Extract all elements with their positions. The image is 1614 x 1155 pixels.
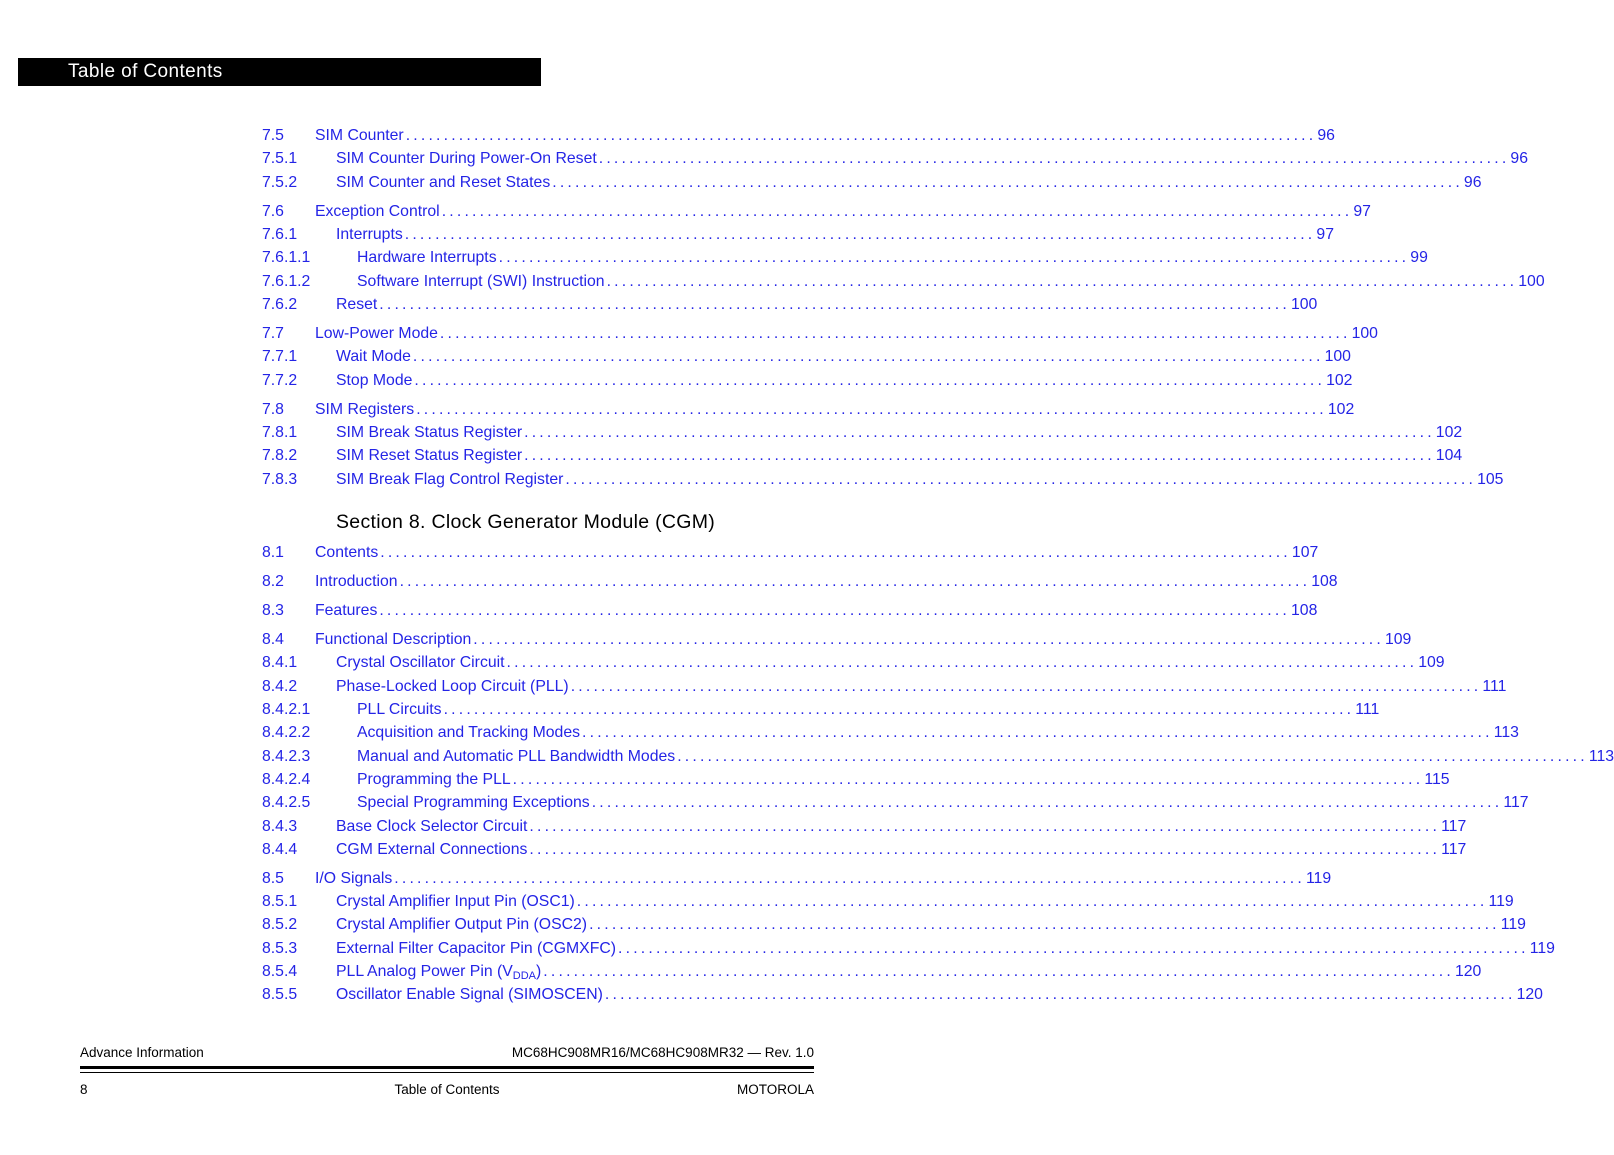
toc-dot-leader: ........................................................................................................................ xyxy=(565,470,1477,488)
toc-entry[interactable] xyxy=(262,322,1378,345)
toc-entry-page[interactable]: 119 xyxy=(1500,916,1526,934)
toc-entry-number: 8.4.2.5 xyxy=(262,794,311,812)
toc-entry[interactable] xyxy=(262,675,1507,698)
toc-entry-number: 7.8.2 xyxy=(262,447,298,465)
toc-entry[interactable] xyxy=(262,345,1351,368)
toc-entry-title[interactable] xyxy=(357,721,582,744)
toc-entry[interactable] xyxy=(262,721,1519,744)
toc-entry-number: 8.4.2 xyxy=(262,677,298,695)
toc-entry-number: 7.6 xyxy=(262,202,284,220)
toc-entry-title-text: Oscillator Enable Signal (SIMOSCEN) xyxy=(336,986,603,1004)
toc-entry-title-text: Crystal Oscillator Circuit xyxy=(336,654,505,672)
toc-entry-page[interactable]: 100 xyxy=(1290,295,1318,313)
toc-dot-leader: ........................................................................................................................ xyxy=(570,677,1482,695)
footer-rule-thick xyxy=(80,1066,814,1069)
toc-group-section-7 xyxy=(262,124,1545,491)
toc-entry[interactable] xyxy=(262,293,1318,316)
toc-entry-title[interactable] xyxy=(336,369,414,392)
toc-entry-title-text: Exception Control xyxy=(315,202,440,220)
toc-entry[interactable] xyxy=(262,147,1528,170)
toc-entry-page[interactable]: 109 xyxy=(1384,631,1412,649)
toc-entry-number: 7.5.1 xyxy=(262,150,298,168)
toc-entry-title-text: Functional Description xyxy=(315,631,472,649)
toc-entry[interactable] xyxy=(262,200,1371,223)
toc-entry-title[interactable] xyxy=(315,322,440,345)
toc-entry-body xyxy=(262,675,1507,698)
toc-entry[interactable] xyxy=(262,246,1428,269)
toc-entry-body xyxy=(262,890,1514,913)
toc-entry-page[interactable]: 96 xyxy=(1317,127,1335,144)
toc-entry-page[interactable]: 107 xyxy=(1291,543,1319,561)
footer-doc-title: MC68HC908MR16/MC68HC908MR32 — Rev. 1.0 xyxy=(511,1045,814,1060)
footer-rule-thin xyxy=(80,1072,814,1073)
toc-dot-leader: ........................................................................................................................ xyxy=(441,202,1353,220)
toc-entry-title[interactable] xyxy=(315,398,416,421)
toc-entry-title-text: SIM Registers xyxy=(315,400,415,418)
section-heading: Section 8. Clock Generator Module (CGM) xyxy=(336,510,716,533)
toc-entry[interactable] xyxy=(262,960,1482,983)
toc-entry-body xyxy=(262,815,1467,838)
toc-entry-body xyxy=(262,867,1332,890)
toc-entry-page[interactable]: 117 xyxy=(1441,840,1467,858)
toc-entry-page[interactable]: 99 xyxy=(1410,249,1428,267)
toc-entry-page[interactable]: 117 xyxy=(1441,817,1467,835)
toc-entry-number: 8.2 xyxy=(262,572,284,590)
toc-dot-leader: ........................................................................................................................ xyxy=(394,869,1305,887)
toc-entry-page[interactable]: 119 xyxy=(1529,939,1555,957)
toc-entry-title[interactable] xyxy=(336,223,405,246)
toc-entry-body xyxy=(262,398,1355,421)
toc-entry-title[interactable] xyxy=(336,890,577,913)
toc-entry-title-subscript: DDA xyxy=(512,970,537,983)
toc-dot-leader: ........................................................................................................................ xyxy=(512,770,1424,788)
toc-entry-page[interactable]: 113 xyxy=(1493,724,1519,742)
toc-entry-number: 8.5.4 xyxy=(262,963,298,981)
toc-entry-body xyxy=(262,745,1614,768)
toc-entry-title[interactable] xyxy=(336,675,571,698)
toc-entry-body xyxy=(262,147,1528,170)
footer-doc-status: Advance Information xyxy=(80,1045,204,1060)
toc-entry-page[interactable]: 120 xyxy=(1454,963,1482,981)
toc-entry[interactable] xyxy=(262,937,1555,960)
toc-entry-body xyxy=(262,200,1371,223)
toc-entry-page[interactable]: 97 xyxy=(1316,225,1334,243)
toc-dot-leader: ........................................................................................................................ xyxy=(498,249,1410,267)
toc-entry-body xyxy=(262,791,1529,814)
toc-entry-page[interactable]: 109 xyxy=(1418,654,1445,672)
toc-group-section-8 xyxy=(262,541,1614,1007)
toc-entry-page[interactable]: 100 xyxy=(1518,272,1545,290)
toc-entry-title[interactable] xyxy=(336,293,379,316)
toc-entry-title-text: SIM Break Flag Control Register xyxy=(336,470,564,488)
toc-entry-page[interactable]: 119 xyxy=(1305,869,1332,887)
toc-entry-number: 7.8 xyxy=(262,400,284,418)
toc-entry-title[interactable] xyxy=(336,913,589,936)
toc-entry-body xyxy=(262,270,1545,293)
toc-entry-page[interactable]: 100 xyxy=(1351,324,1378,342)
toc-entry-title[interactable] xyxy=(336,651,507,674)
toc-entry-page[interactable]: 104 xyxy=(1435,447,1463,465)
toc-dot-leader: ........................................................................................................................ xyxy=(598,150,1510,168)
toc-entry-number: 8.4.2.2 xyxy=(262,724,311,742)
toc-entry-body xyxy=(262,913,1526,936)
toc-entry-number: 8.4.2.1 xyxy=(262,701,311,719)
toc-entry-title-text: SIM Counter xyxy=(315,127,404,144)
toc-entry[interactable] xyxy=(262,599,1318,622)
toc-entry-title[interactable] xyxy=(336,345,413,368)
toc-entry-title[interactable] xyxy=(336,171,552,194)
toc-entry-title-text: Software Interrupt (SWI) Instruction xyxy=(357,272,605,290)
toc-entry[interactable] xyxy=(262,983,1543,1006)
toc-entry-title-text: Crystal Amplifier Input Pin (OSC1) xyxy=(336,893,575,911)
page-header-title: Table of Contents xyxy=(68,61,223,82)
table-of-contents xyxy=(262,124,1614,1007)
toc-entry[interactable] xyxy=(262,628,1412,651)
toc-entry-title-text: PLL Analog Power Pin (V xyxy=(336,963,513,981)
toc-dot-leader: ........................................................................................................................ xyxy=(473,631,1384,649)
toc-dot-leader: ........................................................................................................................ xyxy=(529,817,1441,835)
toc-dot-leader: ........................................................................................................................ xyxy=(589,916,1500,934)
toc-dot-leader: ........................................................................................................................ xyxy=(591,794,1503,812)
toc-entry-page[interactable]: 115 xyxy=(1424,770,1450,788)
toc-entry-body xyxy=(262,322,1378,345)
toc-entry[interactable] xyxy=(262,838,1467,861)
toc-dot-leader: ........................................................................................................................ xyxy=(399,572,1311,590)
toc-entry-title-text: PLL Circuits xyxy=(357,701,442,719)
toc-entry-title-text: SIM Reset Status Register xyxy=(336,447,523,465)
toc-entry-title[interactable] xyxy=(357,791,592,814)
toc-entry-body xyxy=(262,960,1482,985)
toc-entry-number: 7.7.1 xyxy=(262,348,298,366)
toc-entry-title[interactable] xyxy=(357,745,677,768)
toc-dot-leader: ........................................................................................................................ xyxy=(506,654,1418,672)
toc-entry-title[interactable] xyxy=(336,815,529,838)
toc-entry-number: 7.6.2 xyxy=(262,295,298,313)
toc-dot-leader: ........................................................................................................................ xyxy=(416,400,1327,418)
toc-entry-number: 7.8.3 xyxy=(262,470,298,488)
toc-entry-page[interactable]: 119 xyxy=(1488,893,1514,911)
toc-entry-title[interactable] xyxy=(357,246,499,269)
toc-entry-title-text: SIM Break Status Register xyxy=(336,423,523,441)
toc-dot-leader: ........................................................................................................................ xyxy=(543,963,1454,981)
toc-entry-number: 8.5 xyxy=(262,869,284,887)
toc-entry-number: 7.7.2 xyxy=(262,371,298,389)
toc-entry[interactable] xyxy=(262,124,1335,147)
toc-entry-title-text: Low-Power Mode xyxy=(315,324,438,342)
toc-entry-title-text: Base Clock Selector Circuit xyxy=(336,817,528,835)
toc-entry-body xyxy=(262,421,1463,444)
toc-entry-page[interactable]: 108 xyxy=(1311,572,1338,590)
toc-entry-body xyxy=(262,541,1319,564)
toc-entry[interactable] xyxy=(262,270,1545,293)
toc-entry-title[interactable] xyxy=(336,147,599,170)
toc-entry-title-text: Hardware Interrupts xyxy=(357,249,497,267)
toc-entry[interactable] xyxy=(262,468,1504,491)
toc-entry-number: 7.6.1 xyxy=(262,225,298,243)
toc-entry-title-text: Phase-Locked Loop Circuit (PLL) xyxy=(336,677,569,695)
toc-entry[interactable] xyxy=(262,398,1355,421)
toc-entry-title[interactable] xyxy=(315,628,473,651)
footer-page-number: 8 xyxy=(80,1082,88,1097)
toc-dot-leader: ........................................................................................................................ xyxy=(576,893,1488,911)
toc-entry[interactable] xyxy=(262,369,1353,392)
toc-entry-page[interactable]: 120 xyxy=(1516,986,1543,1004)
toc-entry-title[interactable] xyxy=(357,768,513,791)
toc-entry-title[interactable] xyxy=(315,541,380,564)
toc-entry-number: 8.4.2.4 xyxy=(262,770,311,788)
toc-dot-leader: ........................................................................................................................ xyxy=(552,173,1463,191)
toc-entry-title-text: Reset xyxy=(336,295,378,313)
toc-entry-title-text: Programming the PLL xyxy=(357,770,511,788)
toc-entry-title-text: Special Programming Exceptions xyxy=(357,794,590,812)
toc-dot-leader: ........................................................................................................................ xyxy=(412,348,1324,366)
toc-entry-body xyxy=(262,369,1353,392)
toc-entry[interactable] xyxy=(262,890,1514,913)
toc-entry-title-text: SIM Counter During Power-On Reset xyxy=(336,150,597,168)
toc-entry[interactable] xyxy=(262,815,1467,838)
footer-chapter-title: Table of Contents xyxy=(394,1082,500,1097)
toc-entry-number: 7.7 xyxy=(262,324,284,342)
toc-entry-page[interactable]: 97 xyxy=(1353,202,1371,220)
toc-dot-leader: ........................................................................................................................ xyxy=(414,371,1326,389)
toc-entry-page[interactable]: 102 xyxy=(1326,371,1353,389)
toc-entry-title[interactable] xyxy=(315,570,400,593)
toc-entry-number: 8.4 xyxy=(262,631,284,649)
toc-entry-title[interactable] xyxy=(336,983,605,1006)
toc-entry[interactable] xyxy=(262,768,1450,791)
toc-entry-page[interactable]: 102 xyxy=(1327,400,1355,418)
toc-entry[interactable] xyxy=(262,698,1380,721)
toc-entry[interactable] xyxy=(262,444,1463,467)
toc-entry-body xyxy=(262,983,1543,1006)
toc-entry-title[interactable] xyxy=(357,270,607,293)
toc-entry-title-text: Interrupts xyxy=(336,225,403,243)
toc-entry-number: 8.5.1 xyxy=(262,893,298,911)
toc-dot-leader: ........................................................................................................................ xyxy=(606,272,1518,290)
toc-entry-number: 8.1 xyxy=(262,543,284,561)
toc-dot-leader: ........................................................................................................................ xyxy=(443,701,1355,719)
toc-entry[interactable] xyxy=(262,791,1529,814)
toc-entry-number: 7.6.1.2 xyxy=(262,272,311,290)
toc-entry-title[interactable] xyxy=(315,200,442,223)
toc-entry-number: 7.5.2 xyxy=(262,173,298,191)
toc-entry-number: 7.6.1.1 xyxy=(262,249,311,267)
toc-entry-title[interactable] xyxy=(336,838,529,861)
toc-entry-number: 8.5.5 xyxy=(262,986,298,1004)
footer-company: MOTOROLA xyxy=(736,1082,814,1097)
toc-entry-title[interactable] xyxy=(336,937,618,960)
toc-entry-body xyxy=(262,223,1334,246)
toc-entry-body xyxy=(262,628,1412,651)
toc-dot-leader: ........................................................................................................................ xyxy=(405,127,1317,144)
toc-dot-leader: ........................................................................................................................ xyxy=(677,747,1588,765)
toc-entry-page[interactable]: 117 xyxy=(1503,794,1529,812)
toc-dot-leader: ........................................................................................................................ xyxy=(404,225,1316,243)
toc-entry[interactable] xyxy=(262,867,1332,890)
toc-entry-body xyxy=(262,124,1335,147)
toc-entry-body xyxy=(262,468,1504,491)
toc-entry-number: 8.5.2 xyxy=(262,916,298,934)
toc-entry-title-text: Acquisition and Tracking Modes xyxy=(357,724,581,742)
toc-entry-title-text: Stop Mode xyxy=(336,371,413,389)
toc-entry-body xyxy=(262,721,1519,744)
footer-top xyxy=(80,1045,814,1060)
toc-entry-title-text: Features xyxy=(315,602,378,620)
toc-dot-leader: ........................................................................................................................ xyxy=(379,602,1291,620)
toc-dot-leader: ........................................................................................................................ xyxy=(524,447,1435,465)
toc-entry-title-text: Wait Mode xyxy=(336,348,411,366)
toc-entry[interactable] xyxy=(262,171,1482,194)
toc-entry-body xyxy=(262,171,1482,194)
toc-entry-page[interactable]: 113 xyxy=(1588,747,1614,765)
toc-entry-title-text: SIM Counter and Reset States xyxy=(336,173,551,191)
toc-entry-body xyxy=(262,345,1351,368)
toc-entry-title[interactable] xyxy=(315,124,406,147)
toc-entry-title[interactable] xyxy=(336,960,543,985)
toc-dot-leader: ........................................................................................................................ xyxy=(380,543,1291,561)
toc-entry-title-text: I/O Signals xyxy=(315,869,393,887)
toc-entry-body xyxy=(262,838,1467,861)
toc-entry[interactable] xyxy=(262,541,1319,564)
toc-entry-title-suffix: ) xyxy=(536,963,542,981)
toc-entry-body xyxy=(262,599,1318,622)
toc-entry-number: 7.5 xyxy=(262,127,284,144)
toc-entry-body xyxy=(262,937,1555,960)
toc-dot-leader: ........................................................................................................................ xyxy=(582,724,1493,742)
toc-entry-page[interactable]: 96 xyxy=(1463,173,1482,191)
toc-entry-body xyxy=(262,444,1463,467)
toc-entry-number: 7.8.1 xyxy=(262,423,298,441)
toc-entry-title-text: Crystal Amplifier Output Pin (OSC2) xyxy=(336,916,588,934)
toc-entry-number: 8.4.2.3 xyxy=(262,747,311,765)
toc-entry-body xyxy=(262,651,1445,674)
toc-entry-body xyxy=(262,768,1450,791)
toc-entry-title[interactable] xyxy=(336,468,565,491)
toc-entry[interactable] xyxy=(262,913,1526,936)
toc-entry-title[interactable] xyxy=(336,421,524,444)
toc-entry-page[interactable]: 102 xyxy=(1435,423,1463,441)
toc-entry[interactable] xyxy=(262,421,1463,444)
toc-entry-title-text: External Filter Capacitor Pin (CGMXFC) xyxy=(336,939,617,957)
toc-entry-body xyxy=(262,246,1428,269)
toc-entry-body xyxy=(262,570,1338,593)
page-header-bar xyxy=(18,58,541,86)
toc-entry-body xyxy=(262,293,1318,316)
toc-entry-number: 8.4.4 xyxy=(262,840,298,858)
toc-entry-title[interactable] xyxy=(336,444,524,467)
toc-entry-title-text: Introduction xyxy=(315,572,398,590)
toc-entry-page[interactable]: 111 xyxy=(1482,677,1507,695)
toc-dot-leader: ........................................................................................................................ xyxy=(524,423,1435,441)
toc-entry[interactable] xyxy=(262,570,1338,593)
toc-entry[interactable] xyxy=(262,223,1334,246)
toc-entry[interactable] xyxy=(262,745,1614,768)
toc-entry-title[interactable] xyxy=(315,867,394,890)
toc-entry-title[interactable] xyxy=(315,599,379,622)
toc-entry-title-text: Contents xyxy=(315,543,379,561)
toc-entry-number: 8.4.1 xyxy=(262,654,298,672)
toc-entry[interactable] xyxy=(262,651,1445,674)
toc-entry-number: 8.3 xyxy=(262,602,284,620)
toc-dot-leader: ........................................................................................................................ xyxy=(439,324,1351,342)
toc-entry-number: 8.5.3 xyxy=(262,939,298,957)
toc-entry-title-text: CGM External Connections xyxy=(336,840,528,858)
toc-entry-body xyxy=(262,698,1380,721)
toc-dot-leader: ........................................................................................................................ xyxy=(529,840,1441,858)
toc-entry-page[interactable]: 105 xyxy=(1477,470,1504,488)
toc-entry-title[interactable] xyxy=(357,698,444,721)
toc-dot-leader: ........................................................................................................................ xyxy=(379,295,1290,313)
toc-dot-leader: ........................................................................................................................ xyxy=(604,986,1516,1004)
toc-entry-page[interactable]: 111 xyxy=(1355,701,1380,719)
toc-entry-page[interactable]: 108 xyxy=(1291,602,1318,620)
toc-entry-page[interactable]: 96 xyxy=(1510,150,1528,168)
toc-entry-page[interactable]: 100 xyxy=(1324,348,1351,366)
toc-entry-number: 8.4.3 xyxy=(262,817,298,835)
toc-entry-title-text: Manual and Automatic PLL Bandwidth Modes xyxy=(357,747,676,765)
toc-dot-leader: ........................................................................................................................ xyxy=(618,939,1529,957)
